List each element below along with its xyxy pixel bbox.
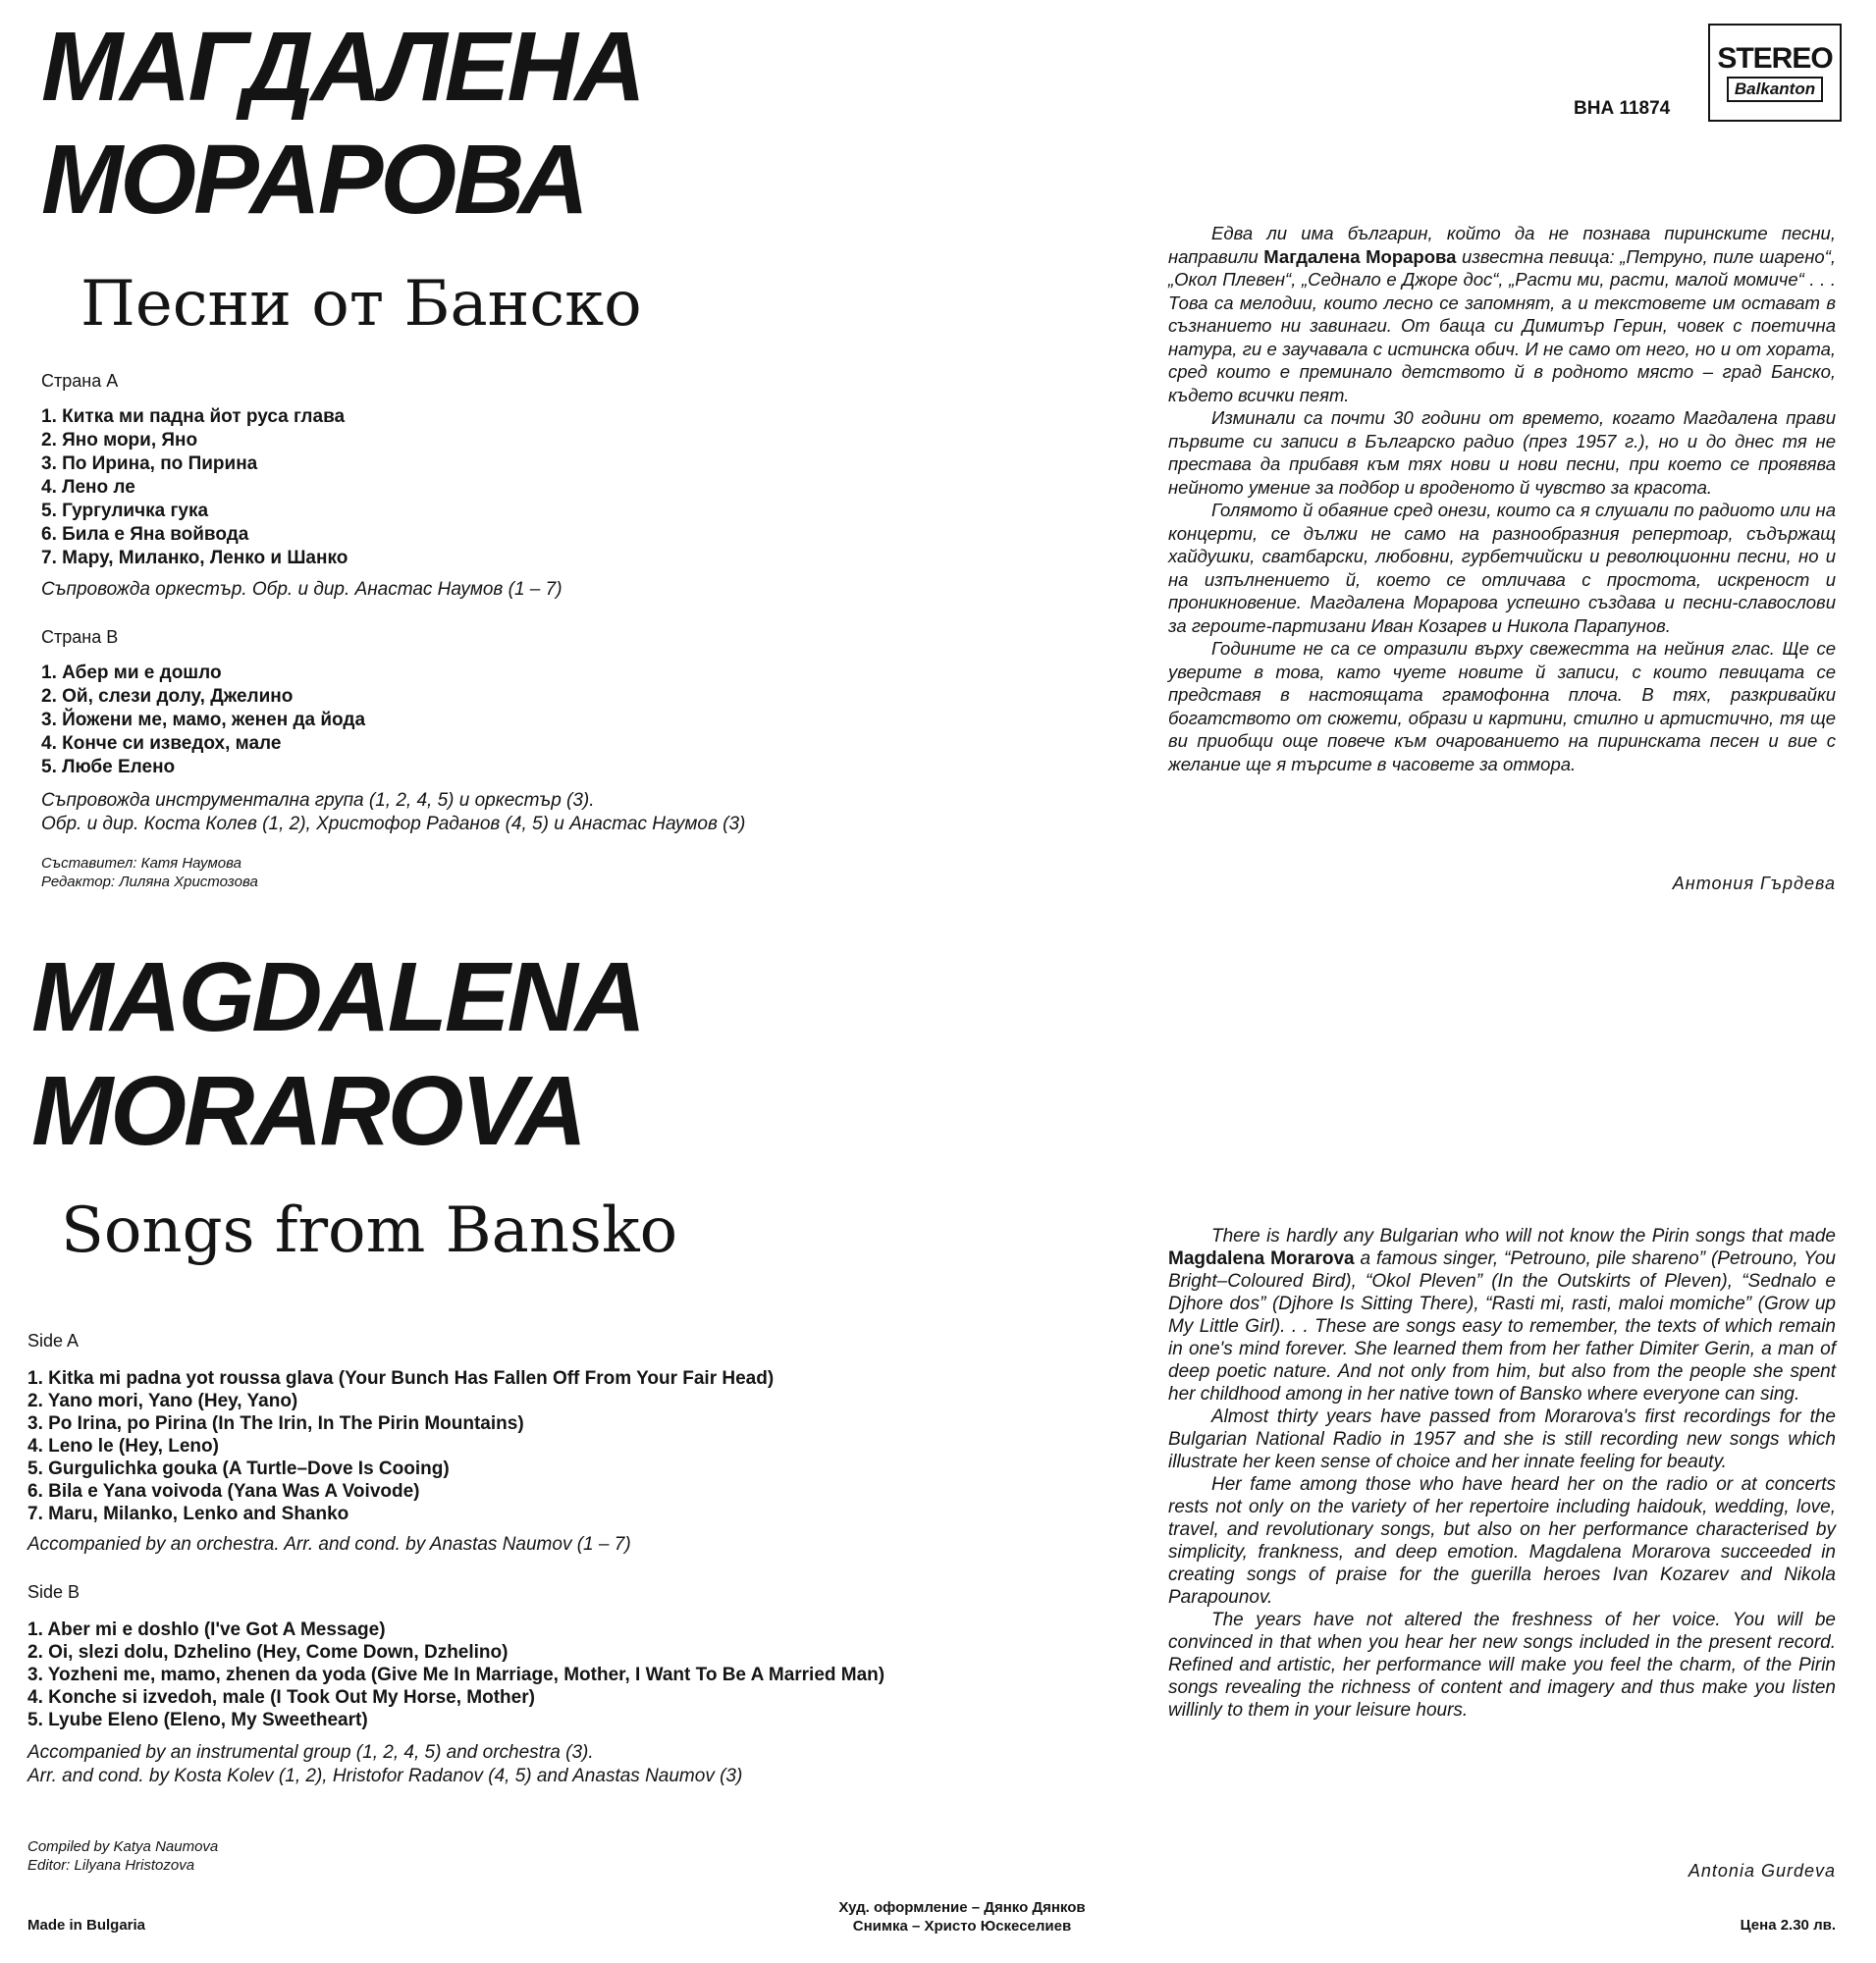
track-item: 2. Yano mori, Yano (Hey, Yano) bbox=[27, 1391, 298, 1411]
essay-paragraph: There is hardly any Bulgarian who will not know the Pirin songs that made Magdalena Morarova a famous singer, “Petrouno, pile shareno” (Petrouno, You Bright–Coloured Bird), “Okol Pleven” (In the Outskirts of Pleven), “Sednalo e Djhore dos” (Djhore Is Sitting There), “Rasti mi, rasti, maloi momiche” (Grow up My Little Girl). . . These are songs easy to remember, the texts of which remain in one's mind forever. She learned them from her father Dimiter Gerin, a man of deep poetic nature. And not only from him, but also from the people she spent her childhood among in her native town of Bansko where everyone can sing. bbox=[1168, 1226, 1836, 1405]
side-b-note-bg-line1: Съпровожда инструментална група (1, 2, 4, 5) и оркестър (3). bbox=[41, 790, 595, 811]
photo-credit: Снимка – Христо Юскеселиев bbox=[852, 1918, 1072, 1935]
side-b-label-bg: Страна В bbox=[41, 627, 119, 647]
track-item: 2. Яно мори, Яно bbox=[41, 430, 198, 451]
track-item: 3. Po Irina, po Pirina (In The Irin, In The Pirin Mountains) bbox=[27, 1413, 524, 1434]
side-b-tracks-bg bbox=[41, 662, 885, 779]
editor-bg: Редактор: Лиляна Христозова bbox=[41, 874, 258, 890]
artist-name-bg-line1: МАГДАЛЕНА bbox=[41, 12, 643, 122]
track-item: 1. Китка ми падна йот руса глава bbox=[41, 406, 346, 427]
side-a-label-en: Side A bbox=[27, 1331, 80, 1351]
essay-paragraph: Голямото й обаяние сред онези, които са я слушали по радиото или на концерти, се дължи не само на разнообразния репертоар, съдържащ хайдушки, сватбарски, любовни, гурбетчийски и революционни песни, но и на изпълнението й, което се отличава с простота, искреност и проникновение. Магдалена Морарова успешно създава и песни-славослови за героите-партизани Иван Козарев и Никола Парапунов. bbox=[1168, 500, 1836, 636]
artist-name-en-line2: MORAROVA bbox=[31, 1056, 585, 1166]
track-item: 3. Йожени ме, мамо, женен да йода bbox=[41, 710, 366, 730]
artist-name-bg-line2: МОРАРОВА bbox=[41, 125, 586, 235]
track-item: 6. Била е Яна войвода bbox=[41, 524, 249, 545]
tracklist-bg bbox=[41, 371, 885, 836]
track-item: 1. Aber mi e doshlo (I've Got A Message) bbox=[27, 1619, 386, 1640]
artist-name-inline: Magdalena Morarova bbox=[1168, 1248, 1355, 1269]
track-item: 3. Yozheni me, mamo, zhenen da yoda (Give Me In Marriage, Mother, I Want To Be A Married Man) bbox=[27, 1665, 885, 1685]
side-b-note-bg-line2: Обр. и дир. Коста Колев (1, 2), Христофор Раданов (4, 5) и Анастас Наумов (3) bbox=[41, 814, 746, 834]
track-item: 4. Лено ле bbox=[41, 477, 135, 498]
track-item: 1. Абер ми е дошло bbox=[41, 663, 222, 683]
track-item: 7. Мару, Миланко, Ленко и Шанко bbox=[41, 548, 348, 568]
side-a-note-en: Accompanied by an orchestra. Arr. and cond. by Anastas Naumov (1 – 7) bbox=[27, 1534, 631, 1555]
essay-paragraph: Изминали са почти 30 години от времето, когато Магдалена прави първите си записи в Българско радио (през 1957 г.), но и до днес тя не престава да прибавя към тях нови и нови песни, при което се проявява нейното умение за подбор и вроденото й чувство за красота. bbox=[1168, 407, 1836, 498]
track-item: 4. Leno le (Hey, Leno) bbox=[27, 1436, 219, 1457]
liner-notes-en bbox=[1168, 1225, 1836, 1722]
track-item: 5. Gurgulichka gouka (A Turtle–Dove Is Cooing) bbox=[27, 1459, 450, 1479]
editor-en: Editor: Lilyana Hristozova bbox=[27, 1857, 195, 1874]
track-item: 5. Любе Елено bbox=[41, 757, 176, 777]
production-credits bbox=[746, 1898, 1178, 1936]
made-in-label: Made in Bulgaria bbox=[27, 1917, 146, 1934]
track-item: 2. Ой, слези долу, Джелино bbox=[41, 686, 294, 707]
balkanton-logo: Balkanton bbox=[1727, 77, 1823, 102]
tracklist-en bbox=[27, 1331, 940, 1788]
credits-bg bbox=[41, 854, 258, 891]
compiler-bg: Съставител: Катя Наумова bbox=[41, 855, 241, 872]
track-item: 2. Oi, slezi dolu, Dzhelino (Hey, Come Down, Dzhelino) bbox=[27, 1642, 509, 1663]
track-item: 7. Maru, Milanko, Lenko and Shanko bbox=[27, 1504, 349, 1524]
side-b-label-en: Side B bbox=[27, 1582, 80, 1602]
track-item: 4. Конче си изведох, мале bbox=[41, 733, 282, 754]
price-label: Цена 2.30 лв. bbox=[1740, 1917, 1836, 1934]
side-a-tracks-en bbox=[27, 1367, 940, 1525]
stereo-logo: STEREO bbox=[1717, 41, 1833, 75]
side-a-note-bg: Съпровожда оркестър. Обр. и дир. Анастас Наумов (1 – 7) bbox=[41, 579, 563, 600]
essay-paragraph: Едва ли има българин, който да не познава пиринските песни, направили Магдалена Морарова известна певица: „Петруно, пиле шарено“, „Окол Плевен“, „Седнало е Джоре дос“, „Расти ми, расти, малой момиче“ . . . Това са мелодии, които лесно се запомнят, а и текстовете им остават в съзнанието ни завинаги. От баща си Димитър Герин, човек с поетична натура, ги е заучавала с истинска обич. И не само от него, но и от хората, сред които е преминало детството й в родното място – град Банско, където всички пеят. bbox=[1168, 223, 1836, 405]
artist-name-en-line1: MAGDALENA bbox=[31, 942, 643, 1052]
side-a-tracks-bg bbox=[41, 405, 885, 570]
artist-name-inline: Магдалена Морарова bbox=[1263, 245, 1457, 267]
side-a-label-bg: Страна А bbox=[41, 371, 119, 391]
catalog-number: ВНА 11874 bbox=[1574, 98, 1671, 119]
track-item: 6. Bila e Yana voivoda (Yana Was A Voivode) bbox=[27, 1481, 420, 1502]
essay-paragraph: Годините не са се отразили върху свежестта на нейния глас. Ще се уверите в това, като чуете новите й записи, с които певицата се представя в настоящата грамофонна плоча. В тях, разкривайки богатството от сюжети, образи и картини, стилно и артистично, тя ще ви приобщи още повече към очарованието на пиринската песен и вие с желание ще я търсите в часовете за отмора. bbox=[1168, 638, 1836, 774]
track-item: 5. Lyube Eleno (Eleno, My Sweetheart) bbox=[27, 1710, 368, 1730]
essay-author-en: Antonia Gurdeva bbox=[1688, 1861, 1836, 1881]
design-credit: Худ. оформление – Дянко Дянков bbox=[838, 1899, 1086, 1916]
essay-paragraph: Almost thirty years have passed from Morarova's first recordings for the Bulgarian National Radio in 1957 and she is still recording new songs which illustrate her keen sense of choice and her innate feeling for beauty. bbox=[1168, 1406, 1836, 1472]
side-b-note-en-line1: Accompanied by an instrumental group (1, 2, 4, 5) and orchestra (3). bbox=[27, 1742, 594, 1763]
essay-paragraph: Her fame among those who have heard her on the radio or at concerts rests not only on the variety of her repertoire including haidouk, wedding, love, travel, and revolutionary songs, but also on her performance characterised by simplicity, frankness, and deep emotion. Magdalena Morarova succeeded in creating songs of praise for the guerilla heroes Ivan Kozarev and Nikola Parapounov. bbox=[1168, 1474, 1836, 1608]
track-item: 5. Гургуличка гука bbox=[41, 501, 209, 521]
essay-author-bg: Антония Гърдева bbox=[1672, 874, 1836, 893]
track-item: 1. Kitka mi padna yot roussa glava (Your Bunch Has Fallen Off From Your Fair Head) bbox=[27, 1368, 775, 1389]
album-title-en: Songs from Bansko bbox=[61, 1194, 678, 1267]
track-item: 4. Konche si izvedoh, male (I Took Out My Horse, Mother) bbox=[27, 1687, 535, 1708]
essay-paragraph: The years have not altered the freshness of her voice. You will be convinced in that when you hear her new songs included in the present record. Refined and artistic, her performance will make you feel the charm, of the Pirin songs revealing the richness of content and imagery and thus make you listen willinly to them in your leisure hours. bbox=[1168, 1610, 1836, 1721]
side-b-tracks-en bbox=[27, 1618, 940, 1731]
compiler-en: Compiled by Katya Naumova bbox=[27, 1838, 219, 1855]
credits-en bbox=[27, 1837, 218, 1875]
side-b-note-en-line2: Arr. and cond. by Kosta Kolev (1, 2), Hristofor Radanov (4, 5) and Anastas Naumov (3) bbox=[27, 1766, 743, 1786]
album-title-bg: Песни от Банско bbox=[80, 268, 642, 341]
liner-notes-bg bbox=[1168, 222, 1836, 775]
stereo-balkanton-logo bbox=[1708, 24, 1842, 122]
track-item: 3. По Ирина, по Пирина bbox=[41, 453, 258, 474]
